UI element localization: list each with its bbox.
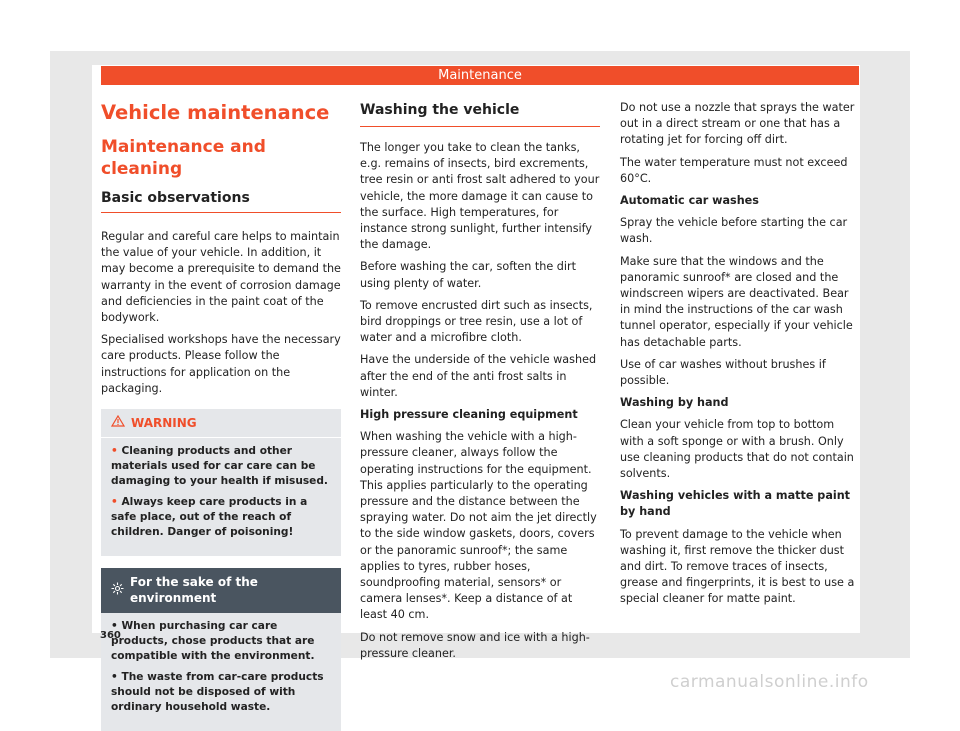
page-number: 360 bbox=[100, 630, 121, 641]
warning-label: WARNING bbox=[131, 416, 197, 431]
environment-header bbox=[101, 568, 341, 612]
paragraph: When washing the vehicle with a high-pressure cleaner, always follow the operating instructions for the equipment. This applies particularly to the operating pressure and the distance between the spraying water. Do not aim the jet directly to the side window gaskets, doors, covers or the panoramic sunroof*; the same applies to tyres, rubber hoses, soundproofing material, sensors* or camera lenses*. Keep a distance of at least 40 cm. bbox=[360, 430, 597, 622]
column-left bbox=[101, 100, 341, 731]
subheading: Automatic car washes bbox=[620, 194, 759, 208]
paragraph: Clean your vehicle from top to bottom with a soft sponge or with a brush. Only use cleaning products that do not contain solvents. bbox=[620, 418, 854, 481]
paragraph: Have the underside of the vehicle washed after the end of the anti frost salts in winter. bbox=[360, 353, 597, 399]
warning-box bbox=[101, 409, 341, 556]
paragraph: Make sure that the windows and the panoramic sunroof* are closed and the windscreen wipers are deactivated. Bear in mind the instructions of the car wash tunnel operator, especially if your vehicle has detachable parts. bbox=[620, 254, 853, 349]
paragraph: Before washing the car, soften the dirt using plenty of water. bbox=[360, 260, 576, 290]
paragraph: Do not use a nozzle that sprays the water out in a direct stream or one that has a rotating jet for forcing off dirt. bbox=[620, 101, 855, 147]
section-title: Basic observations bbox=[101, 188, 341, 213]
paragraph: Specialised workshops have the necessary care products. Please follow the instructions for application on the packaging. bbox=[101, 333, 341, 395]
paragraph: Regular and careful care helps to maintain the value of your vehicle. In addition, it may become a prerequisite to demand the warranty in the event of corrosion damage and deficiencies in the paint coat of the bodywork. bbox=[101, 230, 341, 325]
leaf-icon bbox=[111, 582, 124, 599]
warning-item: • Always keep care products in a safe place, out of the reach of children. Danger of poisoning! bbox=[111, 496, 308, 539]
subheading: High pressure cleaning equipment bbox=[360, 408, 578, 422]
paragraph: To prevent damage to the vehicle when washing it, first remove the thicker dust and dirt. To remove traces of insects, grease and fingerprints, it is best to use a special cleaner for matte paint. bbox=[620, 527, 855, 606]
column-right bbox=[620, 100, 860, 614]
paragraph: To remove encrusted dirt such as insects, bird droppings or tree resin, use a lot of water and a microfibre cloth. bbox=[360, 298, 593, 345]
environment-box bbox=[101, 568, 341, 730]
chapter-subtitle: Maintenance and cleaning bbox=[101, 137, 266, 179]
warning-triangle-icon bbox=[111, 415, 125, 431]
subheading: Washing by hand bbox=[620, 396, 729, 410]
chapter-header: Maintenance bbox=[101, 66, 859, 85]
paragraph: Use of car washes without brushes if possible. bbox=[620, 357, 826, 388]
paragraph: Do not remove snow and ice with a high-pressure cleaner. bbox=[360, 630, 590, 660]
environment-label: For the sake of the environment bbox=[130, 575, 258, 606]
paragraph: Spray the vehicle before starting the car wash. bbox=[620, 216, 848, 246]
section-title: Washing the vehicle bbox=[360, 100, 600, 127]
column-middle bbox=[360, 100, 600, 668]
subheading: Washing vehicles with a matte paint by hand bbox=[620, 489, 851, 519]
chapter-title: Vehicle maintenance bbox=[101, 101, 330, 124]
environment-item: • When purchasing car care products, chose products that are compatible with the environment. bbox=[111, 619, 315, 662]
warning-item: • Cleaning products and other materials used for car care can be damaging to your health if misused. bbox=[111, 445, 328, 488]
warning-header bbox=[101, 409, 341, 438]
environment-item: • The waste from car-care products should not be disposed of with ordinary household waste. bbox=[111, 670, 324, 713]
paragraph: The water temperature must not exceed 60°C. bbox=[620, 155, 848, 185]
watermark: carmanualsonline.info bbox=[670, 672, 869, 692]
paragraph: The longer you take to clean the tanks, e.g. remains of insects, bird excrements, tree resin or anti frost salt adhered to your vehicle, the more damage it can cause to the surface. High temperatures, for instance strong sunlight, further intensify the damage. bbox=[360, 141, 600, 252]
